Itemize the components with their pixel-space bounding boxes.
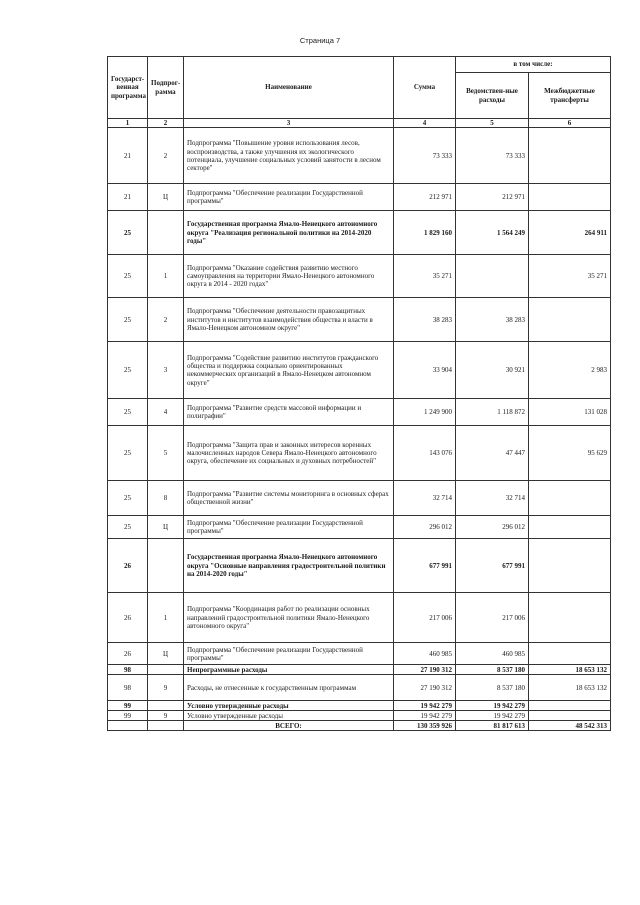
cell-sum: 35 271 — [394, 255, 456, 298]
cell-sum: 677 991 — [394, 539, 456, 593]
budget-table — [107, 56, 611, 731]
cell-sum: 38 283 — [394, 298, 456, 342]
cell-departmental: 460 985 — [456, 643, 529, 665]
cell-gov-program: 99 — [108, 701, 148, 711]
cell-name: Подпрограмма "Обеспечение реализации Государственной программы" — [184, 516, 394, 539]
cell-subprogram — [148, 665, 184, 675]
cell-transfers: 35 271 — [529, 255, 611, 298]
cell-transfers — [529, 298, 611, 342]
cell-gov-program: 26 — [108, 593, 148, 643]
cell-departmental: 73 333 — [456, 128, 529, 184]
cell-subprogram: Ц — [148, 184, 184, 211]
cell-name: Расходы, не отнесенные к государственным программам — [184, 675, 394, 701]
cell-transfers — [529, 481, 611, 516]
cell-name: Подпрограмма "Координация работ по реализации основных направлений градостроительной политики Ямало-Ненецкого автономного округа" — [184, 593, 394, 643]
table-row — [108, 426, 611, 481]
cell-subprogram: 2 — [148, 128, 184, 184]
cell-name: Условно утвержденные расходы — [184, 711, 394, 721]
cell-transfers: 48 542 313 — [529, 721, 611, 731]
cell-gov-program: 25 — [108, 481, 148, 516]
cell-name: Подпрограмма "Защита прав и законных интересов коренных малочисленных народов Севера Ямало-Ненецкого автономного округа, обеспечение их социальных и духовных потребностей" — [184, 426, 394, 481]
cell-sum: 27 190 312 — [394, 665, 456, 675]
cell-name: ВСЕГО: — [184, 721, 394, 731]
cell-subprogram: 1 — [148, 593, 184, 643]
cell-transfers: 264 911 — [529, 211, 611, 255]
header-transfers: Межбюджетные трансферты — [529, 73, 611, 119]
table-row — [108, 255, 611, 298]
table-row — [108, 184, 611, 211]
cell-sum: 212 971 — [394, 184, 456, 211]
cell-departmental: 81 817 613 — [456, 721, 529, 731]
cell-gov-program — [108, 721, 148, 731]
table-row — [108, 593, 611, 643]
table-row — [108, 211, 611, 255]
column-index: 5 — [456, 119, 529, 128]
cell-name: Непрограммные расходы — [184, 665, 394, 675]
cell-name: Подпрограмма "Обеспечение реализации Государственной программы" — [184, 184, 394, 211]
cell-gov-program: 21 — [108, 184, 148, 211]
cell-gov-program: 25 — [108, 399, 148, 426]
column-index: 6 — [529, 119, 611, 128]
cell-subprogram: 4 — [148, 399, 184, 426]
cell-subprogram: Ц — [148, 643, 184, 665]
cell-sum: 19 942 279 — [394, 701, 456, 711]
cell-sum: 1 829 160 — [394, 211, 456, 255]
cell-gov-program: 26 — [108, 539, 148, 593]
cell-departmental: 19 942 279 — [456, 701, 529, 711]
cell-departmental: 217 006 — [456, 593, 529, 643]
column-index: 3 — [184, 119, 394, 128]
cell-departmental: 212 971 — [456, 184, 529, 211]
header-gov-program: Государст-венная программа — [108, 57, 148, 119]
cell-subprogram — [148, 539, 184, 593]
cell-departmental: 8 537 180 — [456, 675, 529, 701]
cell-departmental: 1 118 872 — [456, 399, 529, 426]
cell-gov-program: 25 — [108, 255, 148, 298]
cell-departmental: 8 537 180 — [456, 665, 529, 675]
cell-departmental: 19 942 279 — [456, 711, 529, 721]
cell-sum: 130 359 926 — [394, 721, 456, 731]
table-row — [108, 516, 611, 539]
header-subprogram: Подпрог-рамма — [148, 57, 184, 119]
cell-name: Подпрограмма "Содействие развитию институтов гражданского общества и поддержка социально ориентированных некоммерческих организаций в Ямало-Ненецком автономном округе" — [184, 342, 394, 399]
cell-subprogram: 3 — [148, 342, 184, 399]
cell-transfers — [529, 539, 611, 593]
cell-transfers — [529, 643, 611, 665]
cell-name: Подпрограмма "Повышение уровня использования лесов, воспроизводства, а также улучшения их экологического потенциала, улучшение социальных условий занятости в лесном секторе" — [184, 128, 394, 184]
cell-transfers — [529, 128, 611, 184]
cell-departmental: 677 991 — [456, 539, 529, 593]
cell-gov-program: 21 — [108, 128, 148, 184]
cell-name: Государственная программа Ямало-Ненецкого автономного округа "Реализация региональной политики на 2014-2020 годы" — [184, 211, 394, 255]
column-index: 4 — [394, 119, 456, 128]
table-row — [108, 675, 611, 701]
table-row — [108, 701, 611, 711]
cell-name: Подпрограмма "Обеспечение реализации Государственной программы" — [184, 643, 394, 665]
table-row — [108, 643, 611, 665]
cell-gov-program: 25 — [108, 342, 148, 399]
cell-gov-program: 25 — [108, 298, 148, 342]
cell-sum: 143 076 — [394, 426, 456, 481]
cell-sum: 217 006 — [394, 593, 456, 643]
column-index: 2 — [148, 119, 184, 128]
cell-name: Подпрограмма "Развитие системы мониторинга в основных сферах общественной жизни" — [184, 481, 394, 516]
table-row — [108, 665, 611, 675]
table-row — [108, 481, 611, 516]
table-row — [108, 128, 611, 184]
table-row — [108, 539, 611, 593]
cell-sum: 460 985 — [394, 643, 456, 665]
cell-departmental: 47 447 — [456, 426, 529, 481]
cell-gov-program: 25 — [108, 516, 148, 539]
cell-subprogram: 8 — [148, 481, 184, 516]
table-row — [108, 298, 611, 342]
cell-subprogram: Ц — [148, 516, 184, 539]
cell-transfers: 131 028 — [529, 399, 611, 426]
header-departmental: Ведомствен-ные расходы — [456, 73, 529, 119]
cell-subprogram — [148, 211, 184, 255]
cell-sum: 33 904 — [394, 342, 456, 399]
column-index: 1 — [108, 119, 148, 128]
table-row-total — [108, 721, 611, 731]
cell-gov-program: 99 — [108, 711, 148, 721]
cell-name: Государственная программа Ямало-Ненецкого автономного округа "Основные направления градостроительной политики на 2014-2020 годы" — [184, 539, 394, 593]
header-sum: Сумма — [394, 57, 456, 119]
table-row — [108, 399, 611, 426]
cell-sum: 1 249 900 — [394, 399, 456, 426]
header-name: Наименование — [184, 57, 394, 119]
cell-transfers — [529, 184, 611, 211]
cell-gov-program: 25 — [108, 426, 148, 481]
cell-transfers: 18 653 132 — [529, 665, 611, 675]
cell-sum: 296 012 — [394, 516, 456, 539]
cell-transfers: 95 629 — [529, 426, 611, 481]
cell-subprogram — [148, 721, 184, 731]
cell-gov-program: 98 — [108, 675, 148, 701]
table-row — [108, 711, 611, 721]
cell-gov-program: 25 — [108, 211, 148, 255]
cell-subprogram: 2 — [148, 298, 184, 342]
cell-departmental: 38 283 — [456, 298, 529, 342]
cell-name: Условно утвержденные расходы — [184, 701, 394, 711]
cell-transfers — [529, 711, 611, 721]
cell-departmental: 1 564 249 — [456, 211, 529, 255]
cell-departmental: 296 012 — [456, 516, 529, 539]
cell-transfers: 18 653 132 — [529, 675, 611, 701]
page-number-header: Страница 7 — [299, 36, 341, 45]
cell-name: Подпрограмма "Обеспечение деятельности правозащитных институтов и институтов взаимодействия общества и власти в Ямало-Ненецком автономном округе" — [184, 298, 394, 342]
cell-name: Подпрограмма "Оказание содействия развитию местного самоуправления на территории Ямало-Ненецкого автономного округа в 2014 - 2020 годах" — [184, 255, 394, 298]
cell-sum: 73 333 — [394, 128, 456, 184]
cell-sum: 19 942 279 — [394, 711, 456, 721]
cell-name: Подпрограмма "Развитие средств массовой информации и полиграфии" — [184, 399, 394, 426]
cell-transfers — [529, 701, 611, 711]
cell-transfers: 2 983 — [529, 342, 611, 399]
cell-subprogram: 9 — [148, 675, 184, 701]
cell-transfers — [529, 516, 611, 539]
table-row — [108, 342, 611, 399]
cell-subprogram: 5 — [148, 426, 184, 481]
cell-sum: 27 190 312 — [394, 675, 456, 701]
cell-subprogram: 1 — [148, 255, 184, 298]
cell-departmental: 32 714 — [456, 481, 529, 516]
cell-gov-program: 98 — [108, 665, 148, 675]
cell-gov-program: 26 — [108, 643, 148, 665]
cell-subprogram: 9 — [148, 711, 184, 721]
cell-departmental — [456, 255, 529, 298]
header-including: в том числе: — [456, 57, 611, 73]
cell-subprogram — [148, 701, 184, 711]
cell-transfers — [529, 593, 611, 643]
cell-sum: 32 714 — [394, 481, 456, 516]
cell-departmental: 30 921 — [456, 342, 529, 399]
